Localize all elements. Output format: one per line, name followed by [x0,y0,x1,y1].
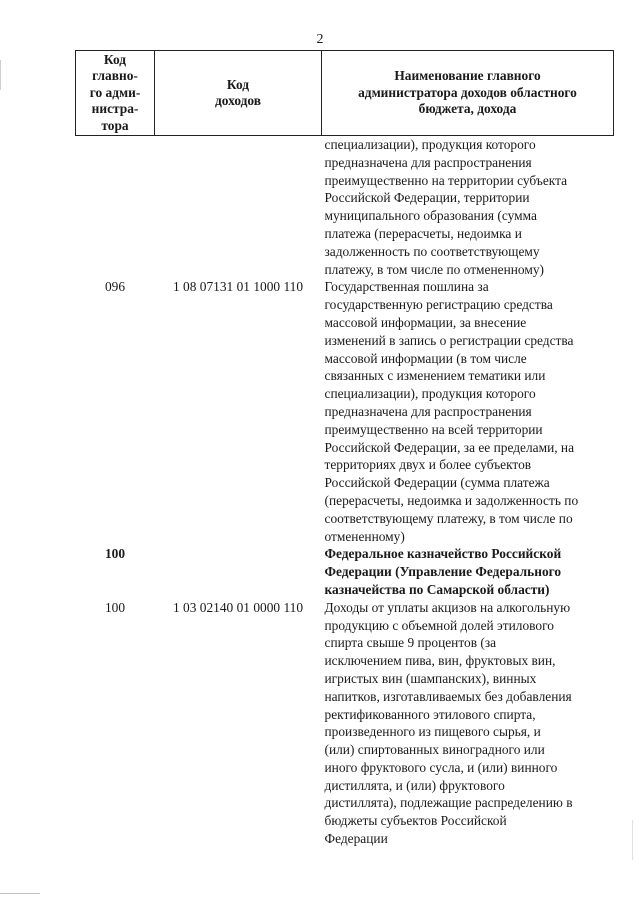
header-line: бюджета, дохода [418,101,517,117]
description-line: муниципального образования (сумма [324,208,537,224]
description-line: специализации), продукция которого [324,137,536,152]
scan-artifact [0,60,1,90]
header-line: главно- [92,68,138,84]
table-row [76,545,614,598]
description-line: напитков, изготавливаемых без добавления [324,688,572,704]
table-body [76,136,614,848]
description-line: казначейства по Самарской области) [324,581,550,597]
description-line: платежа (перерасчеты, недоимка и [324,225,522,241]
description-line: исключением пива, вин, фруктовых вин, [324,653,556,669]
header-line: Код [103,51,127,67]
revenue-table [75,50,614,848]
description-line: массовой информации, за внесение [324,314,527,330]
table-header-row [76,51,614,136]
header-line: нистра- [91,101,139,117]
scan-artifact [632,820,633,860]
description-line: массовой информации (в том числе [324,350,527,366]
income-code-cell [155,136,322,279]
description-line: спирта свыше 9 процентов (за [324,635,497,651]
description-line: преимущественно на территории субъекта [324,172,568,188]
description-line: государственную регистрацию средства [324,297,553,313]
scan-artifact [0,893,40,894]
description-line: изменений в запись о регистрации средства [324,332,574,348]
table-row [76,599,614,848]
description-line: Российской Федерации, за ее пределами, на [324,439,575,455]
description-line: Федеральное казначейство Российской [324,546,562,562]
admin-code-cell [76,136,155,279]
description-line: продукцию с объемной долей этилового [324,617,554,633]
description-line: территориях двух и более субъектов [324,457,532,473]
header-line: доходов [215,93,261,108]
admin-code-cell: 100 [104,546,126,562]
description-line: Доходы от уплаты акцизов на алкогольную [324,599,571,615]
description-line: бюджеты субъектов Российской [324,813,507,829]
description-line: произведенного из пищевого сырья, и [324,724,541,740]
table-row [76,136,614,279]
description-cell [322,278,614,545]
description-line: специализации), продукция которого [324,386,536,402]
header-line: тора [101,117,129,133]
description-cell [322,545,614,598]
description-line: соответствующему платежу, в том числе по [324,510,573,526]
description-line: платежу, в том числе по отмененному) [324,261,544,277]
description-line: игристых вин (шампанских), винных [324,670,537,686]
description-line: дистиллята), подлежащие распределению в [324,795,573,811]
header-admin-code [76,51,155,136]
description-line: Российской Федерации (сумма платежа [324,475,550,491]
income-code-cell: 1 03 02140 01 0000 110 [172,599,304,615]
page-number: 2 [316,32,324,47]
description-line: Государственная пошлина за [324,279,489,295]
description-line: (или) спиртованных виноградного или [324,742,545,758]
description-line: иного фруктового сусла, и (или) винного [324,759,558,775]
header-line: го адми- [89,84,141,100]
description-cell [322,599,614,848]
description-line: (перерасчеты, недоимка и задолженность по [324,492,579,508]
description-line: связанных с изменением тематики или [324,368,546,384]
admin-code-cell: 096 [104,279,126,295]
description-line: предназначена для распространения [324,154,532,170]
description-line: задолженность по соответствующему [324,243,540,259]
admin-code-cell: 100 [104,599,126,615]
income-code-cell: 1 08 07131 01 1000 110 [172,279,304,295]
header-name [322,51,614,136]
description-line: Российской Федерации, территории [324,190,530,206]
description-line: Федерации [324,831,388,847]
table-row [76,278,614,545]
description-line: предназначена для распространения [324,403,532,419]
description-line: ректификованного этилового спирта, [324,706,536,722]
header-income-code [155,51,322,136]
header-line: администратора доходов областного [358,84,577,100]
description-line: Федерации (Управление Федерального [324,564,562,580]
header-line: Код [226,76,250,92]
header-line: Наименование главного [394,68,541,84]
description-cell [322,136,614,279]
description-line: отмененному) [324,528,405,544]
description-line: преимущественно на всей территории [324,421,543,437]
income-code-cell [155,545,322,598]
description-line: дистиллята, и (или) фруктового [324,777,505,793]
